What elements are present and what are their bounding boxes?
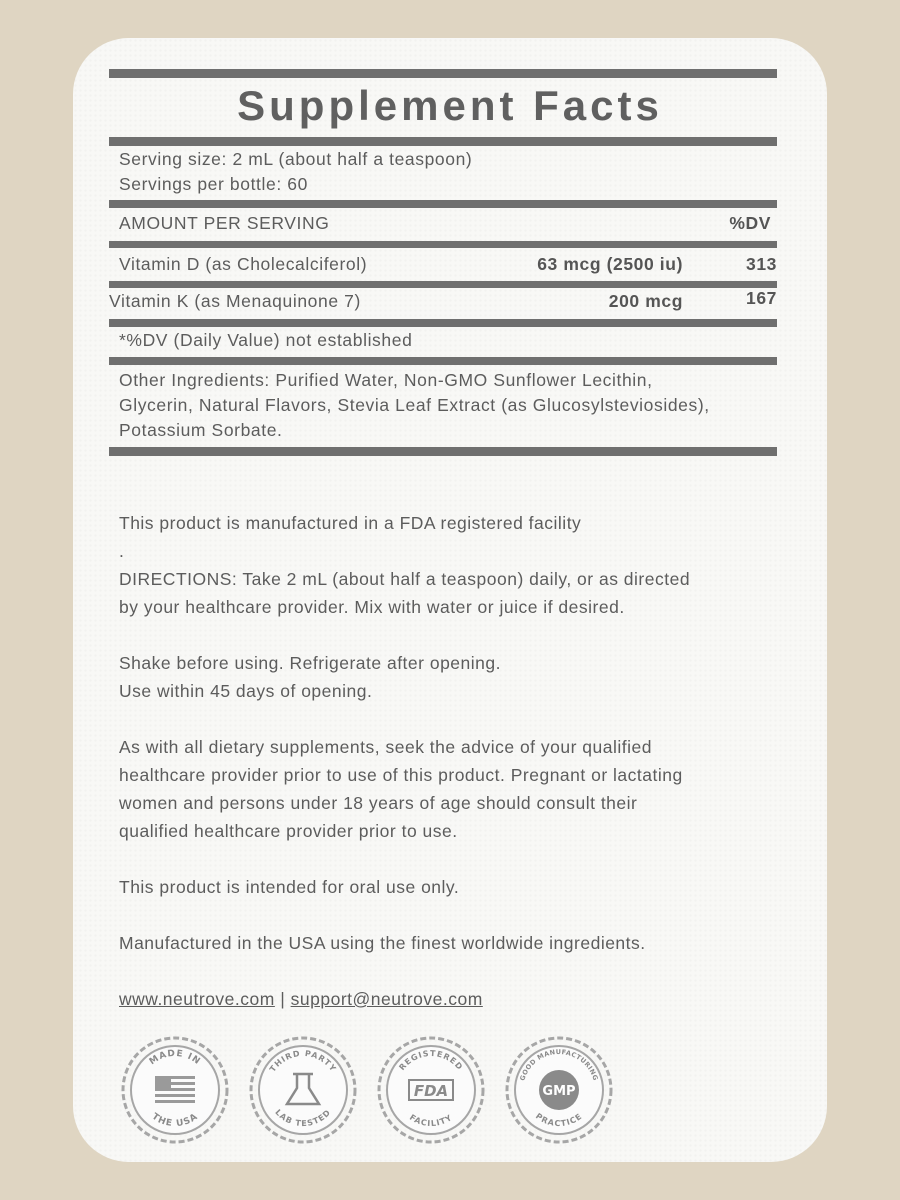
servings-per-bottle: Servings per bottle: 60	[119, 174, 308, 194]
serving-size: Serving size: 2 mL (about half a teaspoon)	[119, 149, 473, 169]
top-rule	[109, 69, 777, 78]
warning-line-1: As with all dietary supplements, seek the advice of your qualified	[119, 737, 652, 757]
nutrient-name-vitamin-k: Vitamin K (as Menaquinone 7)	[109, 291, 361, 311]
made-in-label: MADE IN	[147, 1048, 203, 1068]
supplement-facts-card	[73, 38, 827, 1162]
gmp-badge	[503, 1034, 615, 1146]
nutrient-rule	[109, 281, 777, 288]
registered-label: REGISTERED	[397, 1048, 465, 1073]
warning-line-2: healthcare provider prior to use of this product. Pregnant or lactating	[119, 765, 683, 785]
page-title: Supplement Facts	[237, 82, 663, 129]
other-ingredients-line-2: Glycerin, Natural Flavors, Stevia Leaf Extract (as Glucosylsteviosides),	[119, 395, 710, 415]
nutrient-amount-vitamin-d: 63 mcg (2500 iu)	[537, 254, 683, 274]
contact-links	[119, 985, 769, 1013]
separator-dot: .	[119, 541, 125, 561]
product-information	[119, 509, 769, 1013]
directions-line-2: by your healthcare provider. Mix with water or juice if desired.	[119, 597, 625, 617]
header-rule	[109, 241, 777, 248]
manufactured-statement: Manufactured in the USA using the finest worldwide ingredients.	[119, 933, 646, 953]
gmp-logo-text: GMP	[542, 1084, 576, 1099]
nutrient-amount-vitamin-k: 200 mcg	[608, 291, 683, 311]
facility-statement: This product is manufactured in a FDA registered facility	[119, 513, 582, 533]
nutrient-dv-vitamin-k: 167	[746, 288, 777, 308]
serving-rule	[109, 200, 777, 208]
nutrient-dv-vitamin-d: 313	[746, 254, 777, 274]
bottom-rule	[109, 447, 777, 456]
fda-registered-badge	[375, 1034, 487, 1146]
link-separator: |	[280, 989, 286, 1009]
made-in-usa-badge	[119, 1034, 231, 1146]
dv-note-rule	[109, 357, 777, 365]
warning-line-4: qualified healthcare provider prior to use.	[119, 821, 458, 841]
website-link[interactable]: www.neutrove.com	[119, 989, 275, 1009]
lab-tested-badge	[247, 1034, 359, 1146]
facility-label: FACILITY	[407, 1112, 455, 1129]
lab-tested-label: LAB TESTED	[273, 1107, 333, 1129]
good-manufacturing-label: GOOD MANUFACTURING	[518, 1047, 600, 1082]
oral-use-statement: This product is intended for oral use only.	[119, 877, 460, 897]
fda-logo-text: FDA	[413, 1082, 449, 1100]
storage-line-1: Shake before using. Refrigerate after opening.	[119, 653, 501, 673]
dv-note: *%DV (Daily Value) not established	[119, 330, 413, 350]
other-ingredients-line-1: Other Ingredients: Purified Water, Non-GMO Sunflower Lecithin,	[119, 370, 653, 390]
other-ingredients-line-3: Potassium Sorbate.	[119, 420, 283, 440]
storage-line-2: Use within 45 days of opening.	[119, 681, 373, 701]
the-usa-label: THE USA	[149, 1111, 201, 1130]
amount-per-serving-label: AMOUNT PER SERVING	[119, 213, 330, 233]
warning-line-3: women and persons under 18 years of age should consult their	[119, 793, 638, 813]
third-party-label: THIRD PARTY	[268, 1048, 338, 1074]
title-rule	[109, 137, 777, 146]
nutrient-name-vitamin-d: Vitamin D (as Cholecalciferol)	[119, 254, 368, 274]
practice-label: PRACTICE	[533, 1111, 585, 1129]
dv-header-label: %DV	[729, 213, 771, 233]
email-link[interactable]: support@neutrove.com	[290, 989, 483, 1009]
directions-line-1: DIRECTIONS: Take 2 mL (about half a teaspoon) daily, or as directed	[119, 569, 691, 589]
certification-badges	[119, 1034, 639, 1150]
nutrients-end-rule	[109, 319, 777, 327]
